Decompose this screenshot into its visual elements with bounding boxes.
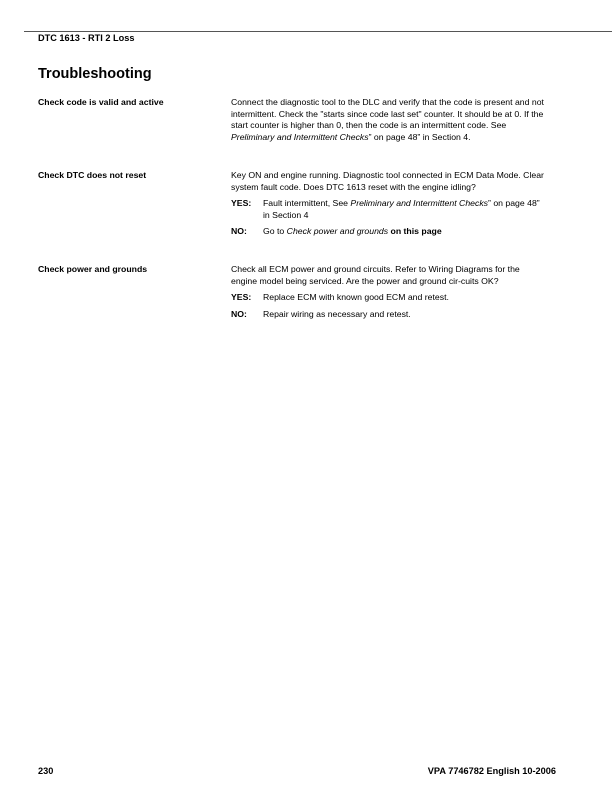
- yes-tail: ” on page 48” in Section 4: [263, 198, 540, 220]
- yes-text: Replace ECM with known good ECM and retest.: [263, 292, 449, 302]
- check-description: [231, 97, 546, 143]
- body-text: Check all ECM power and ground circuits. Refer to Wiring Diagrams for the engine model being serviced. Are the power and ground cir-cuits OK?: [231, 264, 520, 286]
- page-number: 230: [38, 766, 54, 776]
- no-key: NO:: [231, 308, 247, 319]
- yes-key: YES:: [231, 198, 252, 208]
- yes-text: Fault intermittent, See: [263, 198, 351, 208]
- document-reference: VPA 7746782 English 10-2006: [427, 766, 556, 776]
- header-rule: [24, 31, 612, 32]
- yes-answer: [231, 292, 546, 304]
- no-text: Repair wiring as necessary and retest.: [263, 308, 411, 319]
- no-answer: [231, 309, 546, 321]
- yes-key: YES:: [231, 292, 252, 302]
- check-label: Check power and grounds: [38, 264, 148, 274]
- header-title: DTC 1613 - RTI 2 Loss: [38, 33, 135, 43]
- yes-reference: Preliminary and Intermittent Checks: [350, 198, 489, 208]
- check-label: Check DTC does not reset: [38, 170, 147, 180]
- body-text: Connect the diagnostic tool to the DLC and verify that the code is present and not intermittent. Check the "starts since code last set" counter. It should be at 0. If the start counter is higher than 0, then the code is an intermittent code. See: [231, 97, 544, 130]
- body-text: Key ON and engine running. Diagnostic tool connected in ECM Data Mode. Clear system fault code. Does DTC 1613 reset with the engine idling?: [231, 170, 544, 192]
- no-key: NO:: [231, 226, 247, 236]
- yes-answer: [231, 198, 546, 221]
- no-tail: on this page: [388, 226, 442, 236]
- no-answer: [231, 226, 546, 238]
- check-description: [231, 170, 546, 238]
- check-label: Check code is valid and active: [38, 97, 164, 107]
- reference-link-text: Preliminary and Intermittent Checks: [231, 131, 369, 142]
- check-description: [231, 264, 546, 320]
- no-text: Go to: [263, 226, 287, 236]
- body-tail: ” on page 48” in Section 4.: [368, 131, 471, 142]
- section-heading: Troubleshooting: [38, 66, 152, 82]
- no-reference: Check power and grounds: [286, 226, 389, 236]
